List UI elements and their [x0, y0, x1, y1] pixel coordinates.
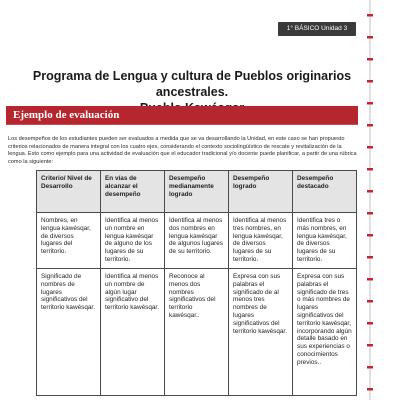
- edge-tick: [367, 388, 373, 391]
- header-level-developing: En vías de alcanzar el desempeño: [101, 171, 165, 213]
- edge-tick: [367, 190, 373, 193]
- table-cell: Identifica al menos un nombre de algún lugar significativo del territorio kawésqar.: [101, 269, 165, 396]
- edge-tick: [367, 278, 373, 281]
- table-cell: Identifica al menos dos nombres en lengua kawésqar de algunos lugares de su territorio.: [165, 213, 229, 269]
- edge-tick: [367, 58, 373, 61]
- edge-tick: [367, 146, 373, 149]
- intro-paragraph: Los desempeños de los estudiantes pueden ser evaluados a medida que se va desarrollando la Unidad, en este caso se han propuesto criterios relacionados de manera integral con los cuatro ejes, considerando el contexto sociolingüístico de rescate y revitalización de la lengua. Esto como ejemplo para una actividad de evaluación que el educador tradicional y/o docente puede planificar, a partir de una rúbrica como la siguiente:: [8, 136, 357, 165]
- header-level-outstanding: Desempeño destacado: [293, 171, 357, 213]
- table-cell: Reconoce al menos dos nombres significativos del territorio kawésqar..: [165, 269, 229, 396]
- edge-decoration: [364, 0, 376, 400]
- table-cell: Identifica al menos un nombre en lengua kawésqar de alguno de los lugares de su territorio.: [101, 213, 165, 269]
- edge-tick: [367, 14, 373, 17]
- edge-tick: [367, 300, 373, 303]
- table-cell: Identifica tres o más nombres, en lengua kawésqar, de diversos lugares de su territorio.: [293, 213, 357, 269]
- banner-divider: [6, 124, 358, 125]
- rubric-table: [36, 170, 357, 396]
- edge-tick: [367, 102, 373, 105]
- rubric-table-wrap: [36, 170, 356, 396]
- edge-tick: [367, 212, 373, 215]
- section-banner: [6, 106, 358, 124]
- header-level-partial: Desempeño medianamente logrado: [165, 171, 229, 213]
- unit-label: 1° BÁSICO Unidad 3: [278, 22, 356, 36]
- title-line-1: Programa de Lengua y cultura de Pueblos originarios ancestrales.: [32, 69, 352, 99]
- edge-tick: [367, 80, 373, 83]
- table-row: [37, 213, 357, 269]
- edge-tick: [367, 124, 373, 127]
- edge-tick: [367, 344, 373, 347]
- edge-tick: [367, 256, 373, 259]
- table-cell: Expresa con sus palabras el significado de al menos tres nombres de lugares significativos del territorio kawésqar.: [229, 269, 293, 396]
- section-banner-title: Ejemplo de evaluación: [13, 109, 120, 121]
- edge-tick: [367, 36, 373, 39]
- table-cell: Significado de nombres de lugares significativos del territorio kawésqar.: [37, 269, 101, 396]
- header-level-achieved: Desempeño logrado: [229, 171, 293, 213]
- table-header-row: [37, 171, 357, 213]
- table-row: [37, 269, 357, 396]
- table-cell: Expresa con sus palabras el significado de tres o más nombres de lugares significativos del territorio kawésqar, incorporando algún detalle basado en sus experiencias o conocimientos previos..: [293, 269, 357, 396]
- edge-tick: [367, 322, 373, 325]
- edge-tick: [367, 366, 373, 369]
- table-cell: Identifica al menos tres nombres, en lengua kawésqar, de diversos lugares de su territorio.: [229, 213, 293, 269]
- edge-tick: [367, 234, 373, 237]
- table-cell: Nombres, en lengua kawésqar, de diversos lugares del territorio.: [37, 213, 101, 269]
- header-criterion: Criterio/ Nivel de Desarrollo: [37, 171, 101, 213]
- edge-tick: [367, 168, 373, 171]
